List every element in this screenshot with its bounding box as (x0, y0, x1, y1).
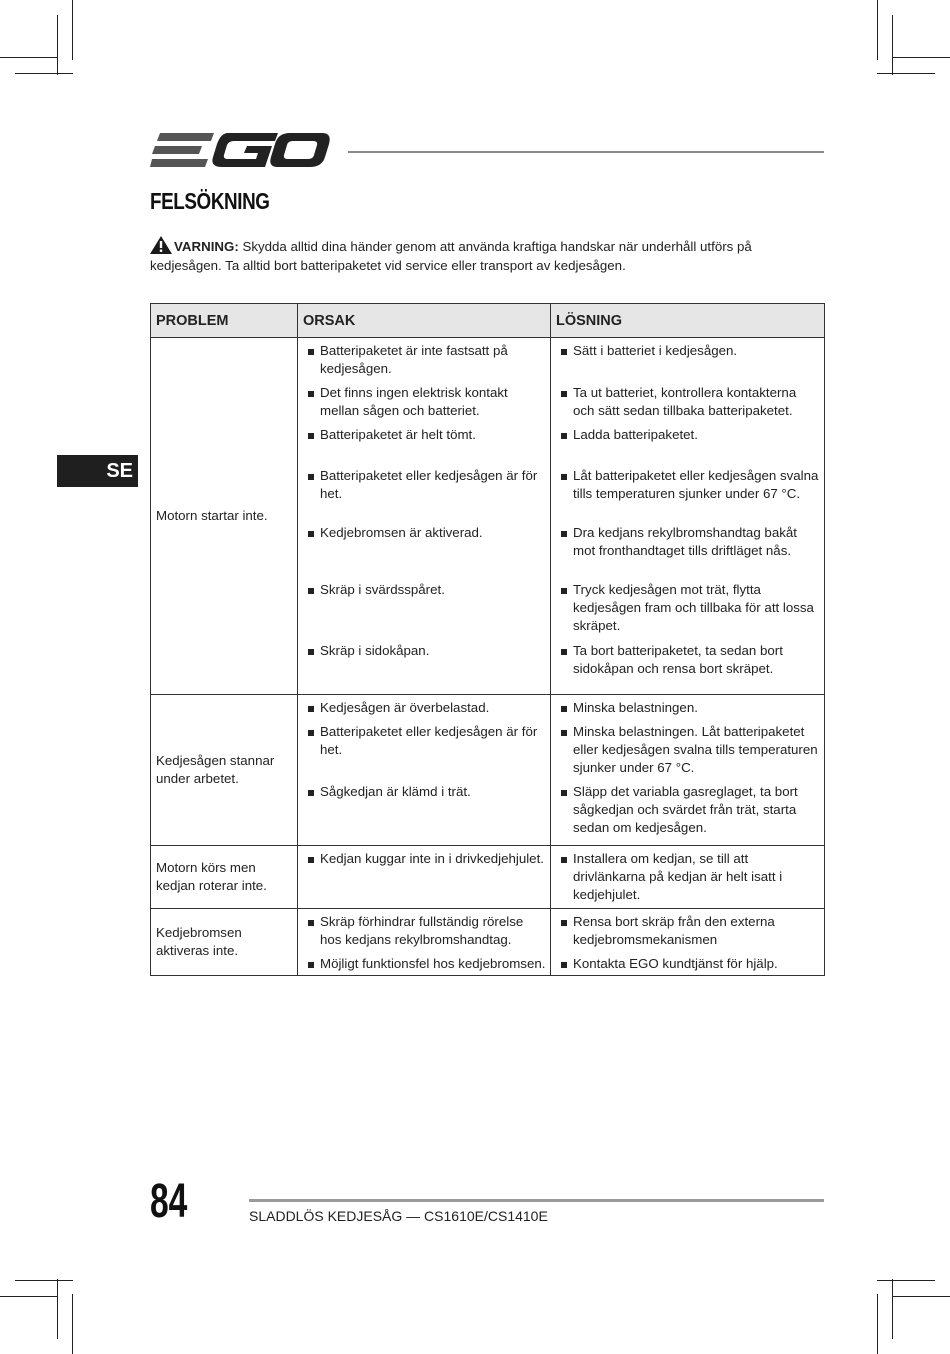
cause-item: Batteripaketet är inte fastsatt på kedjesågen. (304, 342, 546, 384)
problem-cell: Motorn startar inte. (151, 338, 298, 695)
crop-mark (892, 15, 893, 75)
cause-cell (298, 338, 551, 695)
ego-logo (150, 131, 330, 171)
crop-mark (892, 57, 950, 58)
crop-mark (15, 73, 73, 74)
troubleshooting-table (150, 303, 825, 976)
solution-item: Minska belastningen. Låt batteripaketet eller kedjesågen svalna tills temperaturen sjunker under 67 °C. (557, 723, 820, 783)
warning-triangle-icon (150, 236, 172, 254)
cause-item: Kedjesågen är överbelastad. (304, 699, 546, 723)
solution-item: Ta bort batteripaketet, ta sedan bort sidokåpan och rensa bort skräpet. (557, 642, 820, 678)
solution-cell (551, 338, 825, 695)
table-header-row (151, 304, 825, 338)
crop-mark (892, 1296, 950, 1297)
language-tab: SE (57, 455, 138, 487)
solution-item: Släpp det variabla gasreglaget, ta bort sågkedjan och svärdet från trät, starta sedan om kedjesågen. (557, 783, 820, 837)
solution-item: Installera om kedjan, se till att drivlänkarna på kedjan är helt isatt i kedjehjulet. (557, 850, 820, 904)
page-number: 84 (150, 1175, 188, 1228)
header-solution: LÖSNING (551, 304, 825, 338)
crop-mark (0, 1296, 58, 1297)
solution-item: Tryck kedjesågen mot trät, flytta kedjesågen fram och tillbaka för att lossa skräpet. (557, 581, 820, 642)
problem-cell: Kedjesågen stannar under arbetet. (151, 695, 298, 846)
solution-item: Låt batteripaketet eller kedjesågen svalna tills temperaturen sjunker under 67 °C. (557, 467, 820, 524)
warning-label: VARNING: (174, 239, 239, 254)
cause-item: Kedjebromsen är aktiverad. (304, 524, 546, 581)
cause-item: Det finns ingen elektrisk kontakt mellan sågen och batteriet. (304, 384, 546, 426)
solution-item: Kontakta EGO kundtjänst för hjälp. (557, 955, 820, 973)
table-row (151, 338, 825, 695)
cause-item: Batteripaketet eller kedjesågen är för het. (304, 467, 546, 524)
solution-cell (551, 909, 825, 976)
header-cause: ORSAK (298, 304, 551, 338)
crop-mark (877, 73, 935, 74)
section-title: FELSÖKNING (150, 188, 270, 214)
solution-cell (551, 846, 825, 909)
cause-item: Skräp i svärdsspåret. (304, 581, 546, 642)
solution-item: Sätt i batteriet i kedjesågen. (557, 342, 820, 384)
cause-cell (298, 695, 551, 846)
cause-item: Sågkedjan är klämd i trät. (304, 783, 546, 801)
footer-rule (249, 1199, 824, 1202)
cause-item: Skräp i sidokåpan. (304, 642, 546, 660)
solution-item: Minska belastningen. (557, 699, 820, 723)
crop-mark (877, 1280, 935, 1281)
cause-item: Batteripaketet är helt tömt. (304, 426, 546, 467)
header-rule (348, 151, 824, 153)
crop-mark (0, 57, 58, 58)
crop-mark (72, 0, 73, 60)
table-row (151, 909, 825, 976)
warning-text: Skydda alltid dina händer genom att använda kraftiga handskar när underhåll utförs på kedjesågen. Ta alltid bort batteripaketet vid service eller transport av kedjesågen. (150, 239, 752, 273)
table-row (151, 695, 825, 846)
crop-mark (57, 1279, 58, 1339)
problem-cell: Kedjebromsen aktiveras inte. (151, 909, 298, 976)
cause-item: Möjligt funktionsfel hos kedjebromsen. (304, 955, 546, 973)
crop-mark (72, 1294, 73, 1354)
crop-mark (57, 15, 58, 75)
cause-item: Skräp förhindrar fullständig rörelse hos kedjans rekylbromshandtag. (304, 913, 546, 955)
cause-item: Kedjan kuggar inte in i drivkedjehjulet. (304, 850, 546, 868)
footer-title: SLADDLÖS KEDJESÅG — CS1610E/CS1410E (249, 1208, 548, 1224)
problem-cell: Motorn körs men kedjan roterar inte. (151, 846, 298, 909)
solution-item: Ladda batteripaketet. (557, 426, 820, 467)
crop-mark (892, 1279, 893, 1339)
table-row (151, 846, 825, 909)
cause-item: Batteripaketet eller kedjesågen är för het. (304, 723, 546, 783)
solution-item: Ta ut batteriet, kontrollera kontakterna och sätt sedan tillbaka batteripaketet. (557, 384, 820, 426)
cause-cell (298, 909, 551, 976)
crop-mark (877, 0, 878, 60)
header-problem: PROBLEM (151, 304, 298, 338)
solution-item: Dra kedjans rekylbromshandtag bakåt mot fronthandtaget tills driftläget nås. (557, 524, 820, 581)
warning-block (150, 236, 824, 275)
crop-mark (877, 1294, 878, 1354)
crop-mark (15, 1280, 73, 1281)
solution-item: Rensa bort skräp från den externa kedjebromsmekanismen (557, 913, 820, 955)
cause-cell (298, 846, 551, 909)
solution-cell (551, 695, 825, 846)
